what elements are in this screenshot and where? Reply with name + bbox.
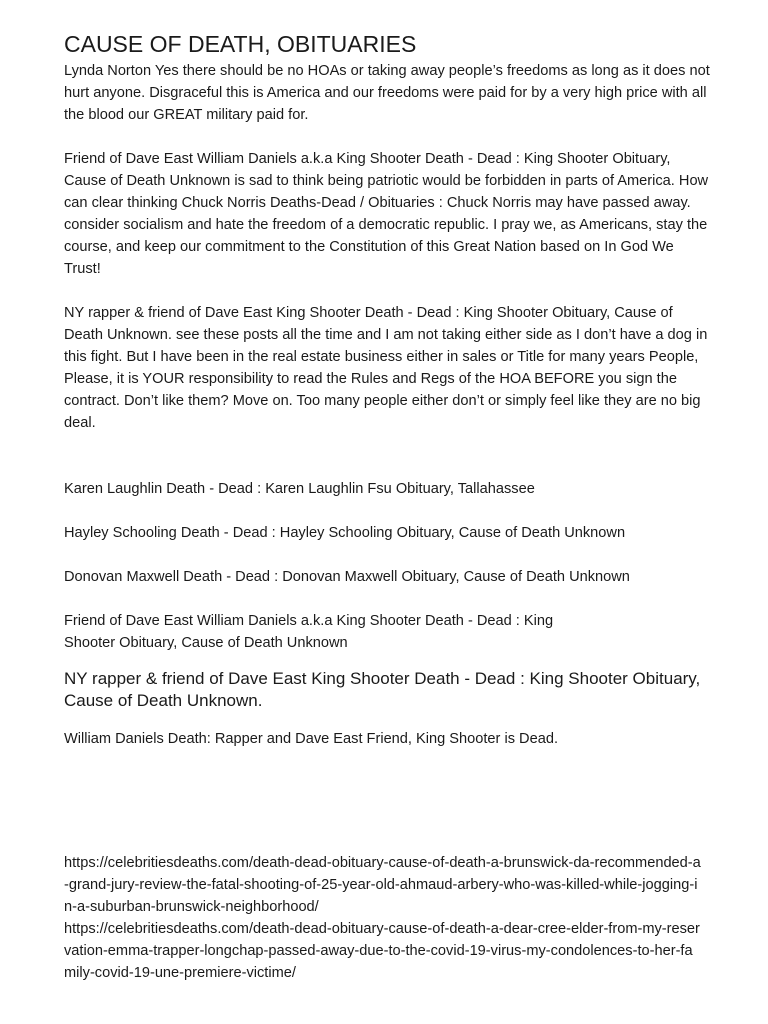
item-donovan-maxwell: Donovan Maxwell Death - Dead : Donovan Maxwell Obituary, Cause of Death Unknown — [64, 569, 630, 585]
item-friend-line-1: Friend of Dave East William Daniels a.k.a King Shooter Death - Dead : King — [64, 613, 554, 629]
item-karen-laughlin: Karen Laughlin Death - Dead : Karen Laughlin Fsu Obituary, Tallahassee — [64, 481, 535, 497]
link-ahmaud-arbery[interactable]: https://celebritiesdeaths.com/death-dead-obituary-cause-of-death-a-brunswick-da-recommended-a-grand-jury-review-the-fatal-shooting-of-25-year-old-ahmaud-arbery-who-was-killed-while-jogging-in-a-suburban-brunswick-neighborhood/ — [64, 855, 701, 915]
link-emma-trapper[interactable]: https://celebritiesdeaths.com/death-dead-obituary-cause-of-death-a-dear-cree-elder-from-my-reservation-emma-trapper-longchap-passed-away-due-to-the-covid-19-virus-my-condolences-to-her-family-covid-19-une-premiere-victime/ — [64, 921, 700, 981]
page-title: CAUSE OF DEATH, OBITUARIES — [64, 31, 417, 57]
item-hayley-schooling: Hayley Schooling Death - Dead : Hayley Schooling Obituary, Cause of Death Unknown — [64, 525, 626, 541]
paragraph-ny-rapper: NY rapper & friend of Dave East King Shooter Death - Dead : King Shooter Obituary, Cause of Death Unknown. see these posts all the time and I am not taking either side as I don’t have a dog in this fight. But I have been in the real estate business either in sales or Title for many years People, Please, it is YOUR responsibility to read the Rules and Regs of the HOA BEFORE you sign the contract. Don’t like them? Move on. Too many people either don’t or simply feel like they are no big deal. — [64, 305, 708, 431]
paragraph-friend-of-dave-east: Friend of Dave East William Daniels a.k.a King Shooter Death - Dead : King Shooter Obituary, Cause of Death Unknown is sad to think being patriotic would be forbidden in parts of America. How can clear thinking Chuck Norris Deaths-Dead / Obituaries : Chuck Norris may have passed away. consider socialism and hate the freedom of a democratic republic. I pray we, as Americans, stay the course, and keep our commitment to the Constitution of this Great Nation based on In God We Trust! — [64, 151, 709, 277]
paragraph-lynda-norton: Lynda Norton Yes there should be no HOAs or taking away people’s freedoms as long as it does not hurt anyone. Disgraceful this is America and our freedoms were paid for by a very high price with all the blood our GREAT military paid for. — [64, 63, 710, 123]
item-friend-king-shooter — [64, 610, 714, 654]
item-friend-line-2: Shooter Obituary, Cause of Death Unknown — [64, 635, 348, 651]
document-page — [64, 30, 714, 984]
heading-ny-rapper: NY rapper & friend of Dave East King Shooter Death - Dead : King Shooter Obituary, Cause of Death Unknown. — [64, 669, 701, 710]
summary-william-daniels: William Daniels Death: Rapper and Dave East Friend, King Shooter is Dead. — [64, 731, 558, 747]
link-list — [64, 852, 704, 984]
